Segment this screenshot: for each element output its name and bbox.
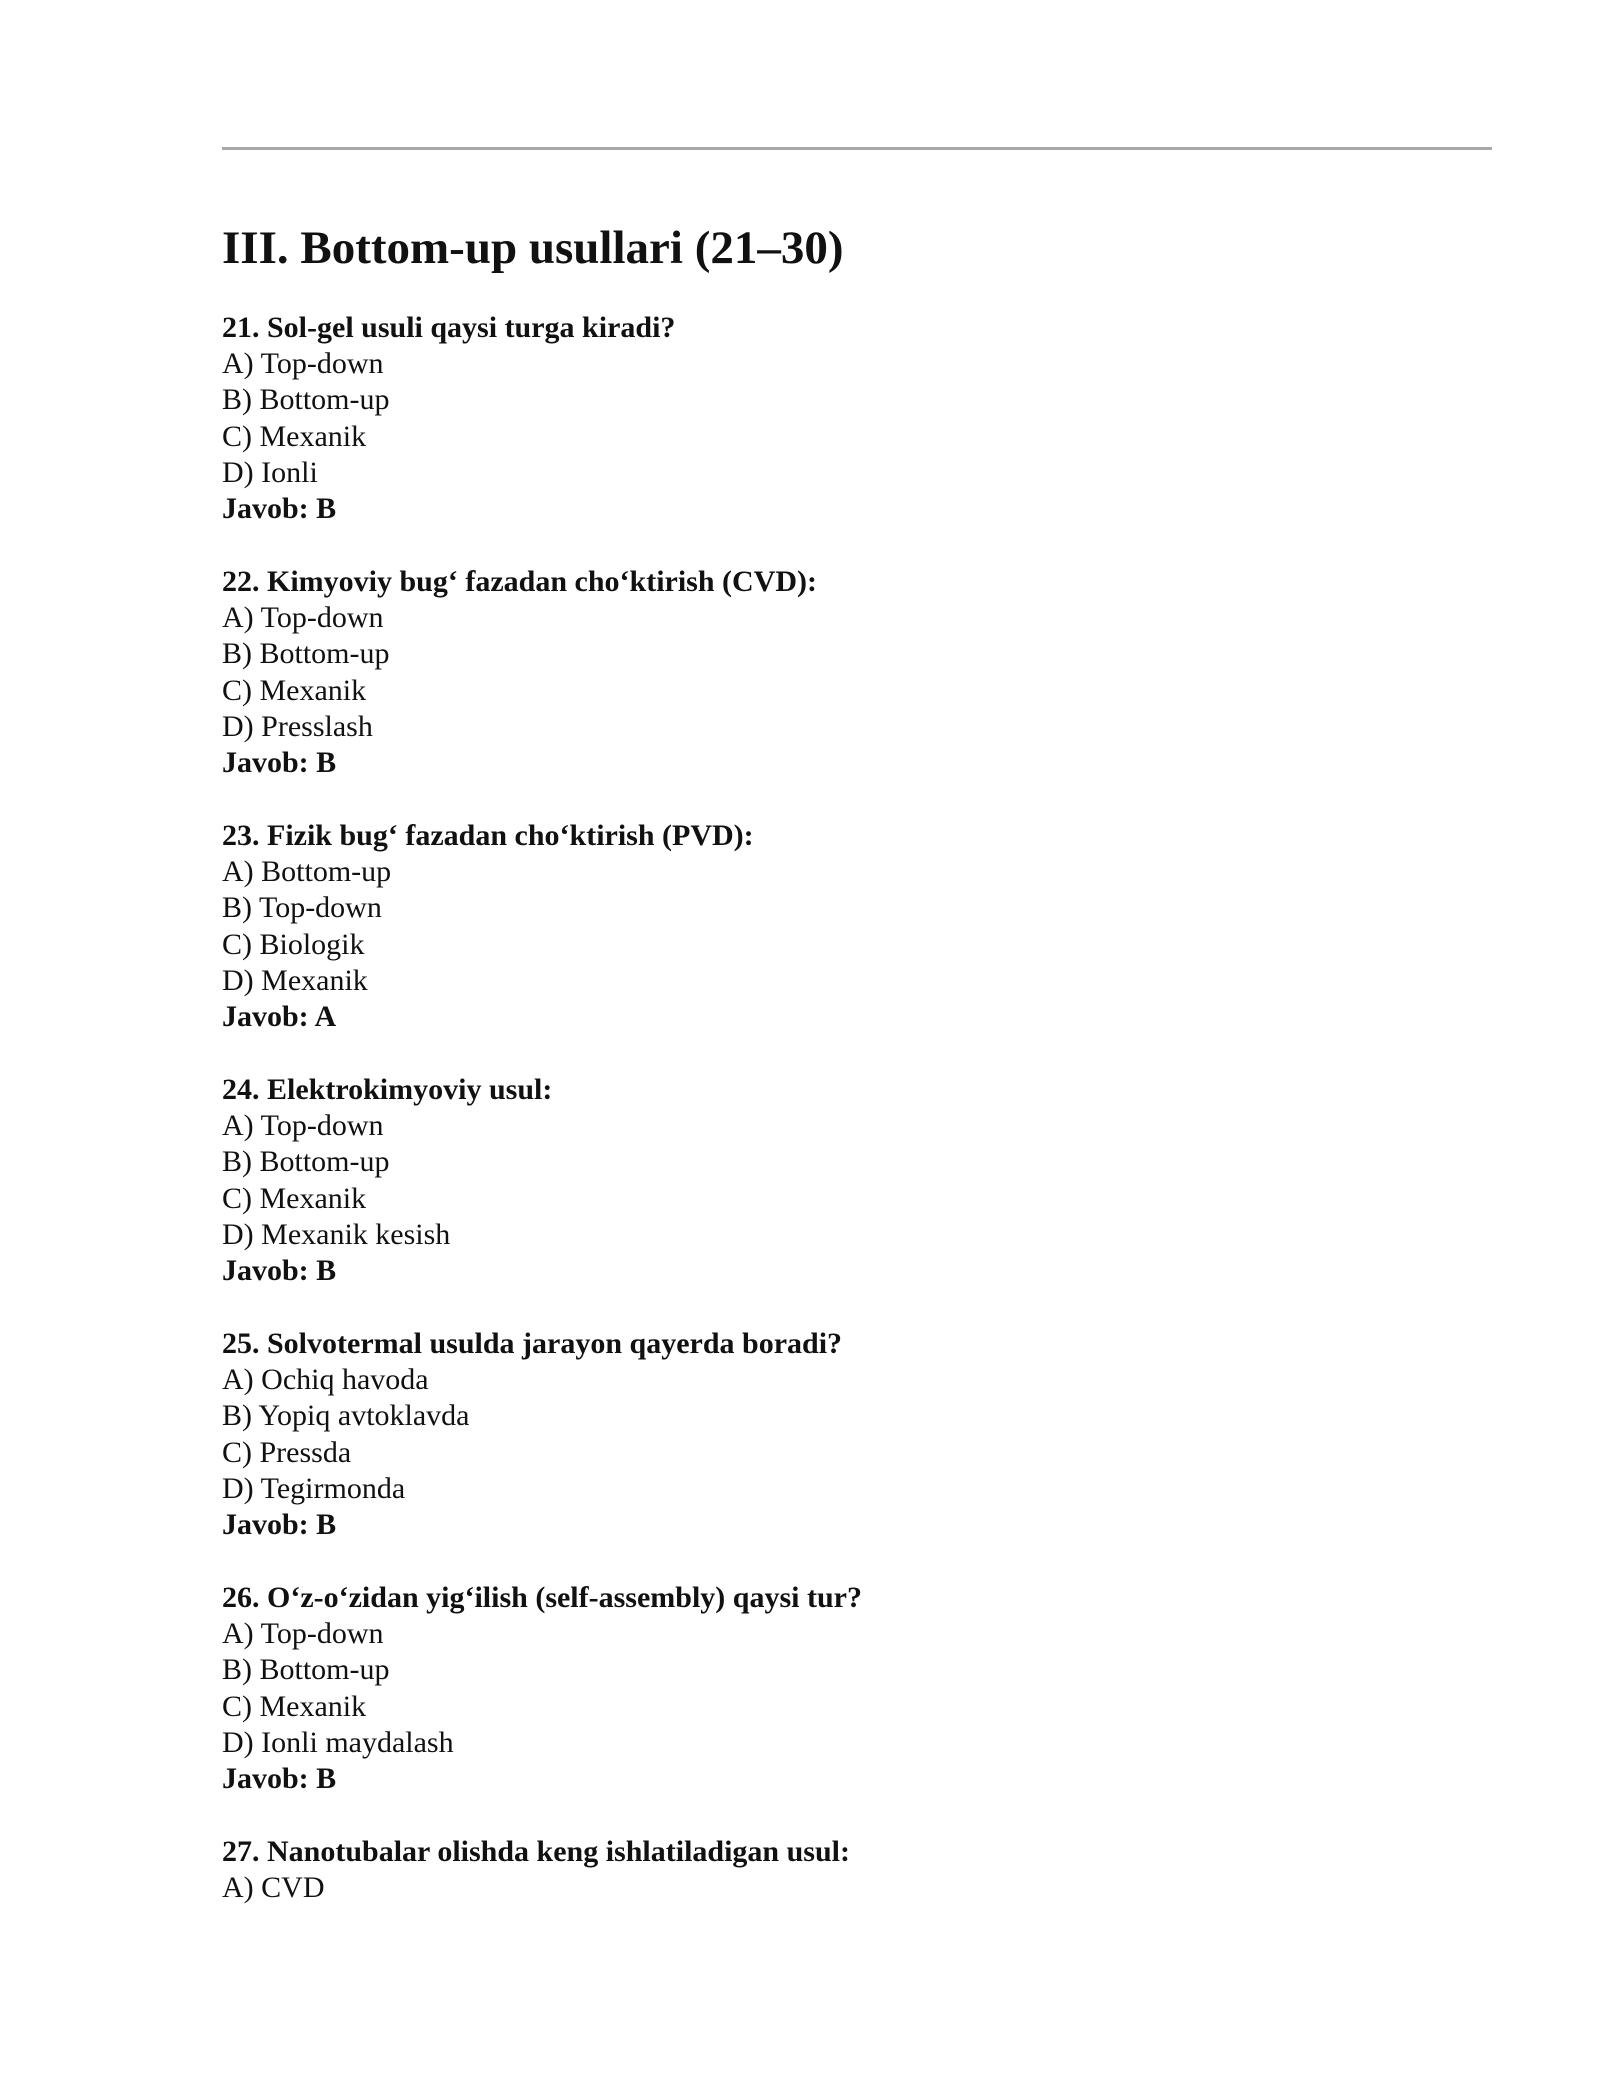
- option-c: C) Biologik: [222, 927, 365, 961]
- horizontal-rule: [222, 147, 1492, 150]
- question-title: 25. Solvotermal usulda jarayon qayerda boradi?: [222, 1327, 843, 1360]
- answer-line: Javob: B: [222, 1761, 337, 1795]
- question-25: [222, 1326, 1492, 1580]
- question-title: 21. Sol-gel usuli qaysi turga kiradi?: [222, 311, 676, 344]
- option-c: C) Mexanik: [222, 419, 367, 453]
- option-c: C) Pressda: [222, 1435, 352, 1469]
- option-b: B) Bottom-up: [222, 1145, 390, 1179]
- option-a: A) Top-down: [222, 1109, 384, 1143]
- question-title: 24. Elektrokimyoviy usul:: [222, 1073, 553, 1106]
- question-26: [222, 1580, 1492, 1834]
- option-d: D) Tegirmonda: [222, 1471, 406, 1505]
- option-b: B) Bottom-up: [222, 383, 390, 417]
- option-d: D) Ionli maydalash: [222, 1725, 454, 1759]
- option-d: D) Presslash: [222, 709, 373, 743]
- option-a: A) CVD: [222, 1871, 325, 1905]
- option-d: D) Ionli: [222, 455, 318, 489]
- option-c: C) Mexanik: [222, 1181, 367, 1215]
- answer-line: Javob: B: [222, 745, 337, 779]
- option-a: A) Top-down: [222, 347, 384, 381]
- option-b: B) Yopiq avtoklavda: [222, 1399, 470, 1433]
- question-22: [222, 564, 1492, 818]
- option-b: B) Bottom-up: [222, 1653, 390, 1687]
- option-c: C) Mexanik: [222, 1689, 367, 1723]
- document-page: [222, 0, 1492, 2070]
- option-d: D) Mexanik: [222, 963, 368, 997]
- answer-line: Javob: B: [222, 1507, 337, 1541]
- option-a: A) Ochiq havoda: [222, 1363, 429, 1397]
- option-c: C) Mexanik: [222, 673, 367, 707]
- question-title: 26. O‘z-o‘zidan yig‘ilish (self-assembly) qaysi tur?: [222, 1581, 862, 1614]
- answer-line: Javob: B: [222, 491, 337, 525]
- question-21: [222, 310, 1492, 564]
- answer-line: Javob: B: [222, 1253, 337, 1287]
- question-list: [222, 310, 1492, 2088]
- question-title: 22. Kimyoviy bug‘ fazadan cho‘ktirish (CVD):: [222, 565, 818, 598]
- question-23: [222, 818, 1492, 1072]
- section-title: III. Bottom-up usullari (21–30): [222, 222, 844, 274]
- option-b: B) Top-down: [222, 891, 382, 925]
- question-title: 23. Fizik bug‘ fazadan cho‘ktirish (PVD):: [222, 819, 754, 852]
- option-a: A) Bottom-up: [222, 855, 392, 889]
- answer-line: Javob: A: [222, 999, 337, 1033]
- question-27: [222, 1834, 1492, 2088]
- option-b: B) Bottom-up: [222, 637, 390, 671]
- option-d: D) Mexanik kesish: [222, 1217, 451, 1251]
- option-a: A) Top-down: [222, 601, 384, 635]
- option-a: A) Top-down: [222, 1617, 384, 1651]
- question-title: 27. Nanotubalar olishda keng ishlatiladigan usul:: [222, 1835, 850, 1868]
- question-24: [222, 1072, 1492, 1326]
